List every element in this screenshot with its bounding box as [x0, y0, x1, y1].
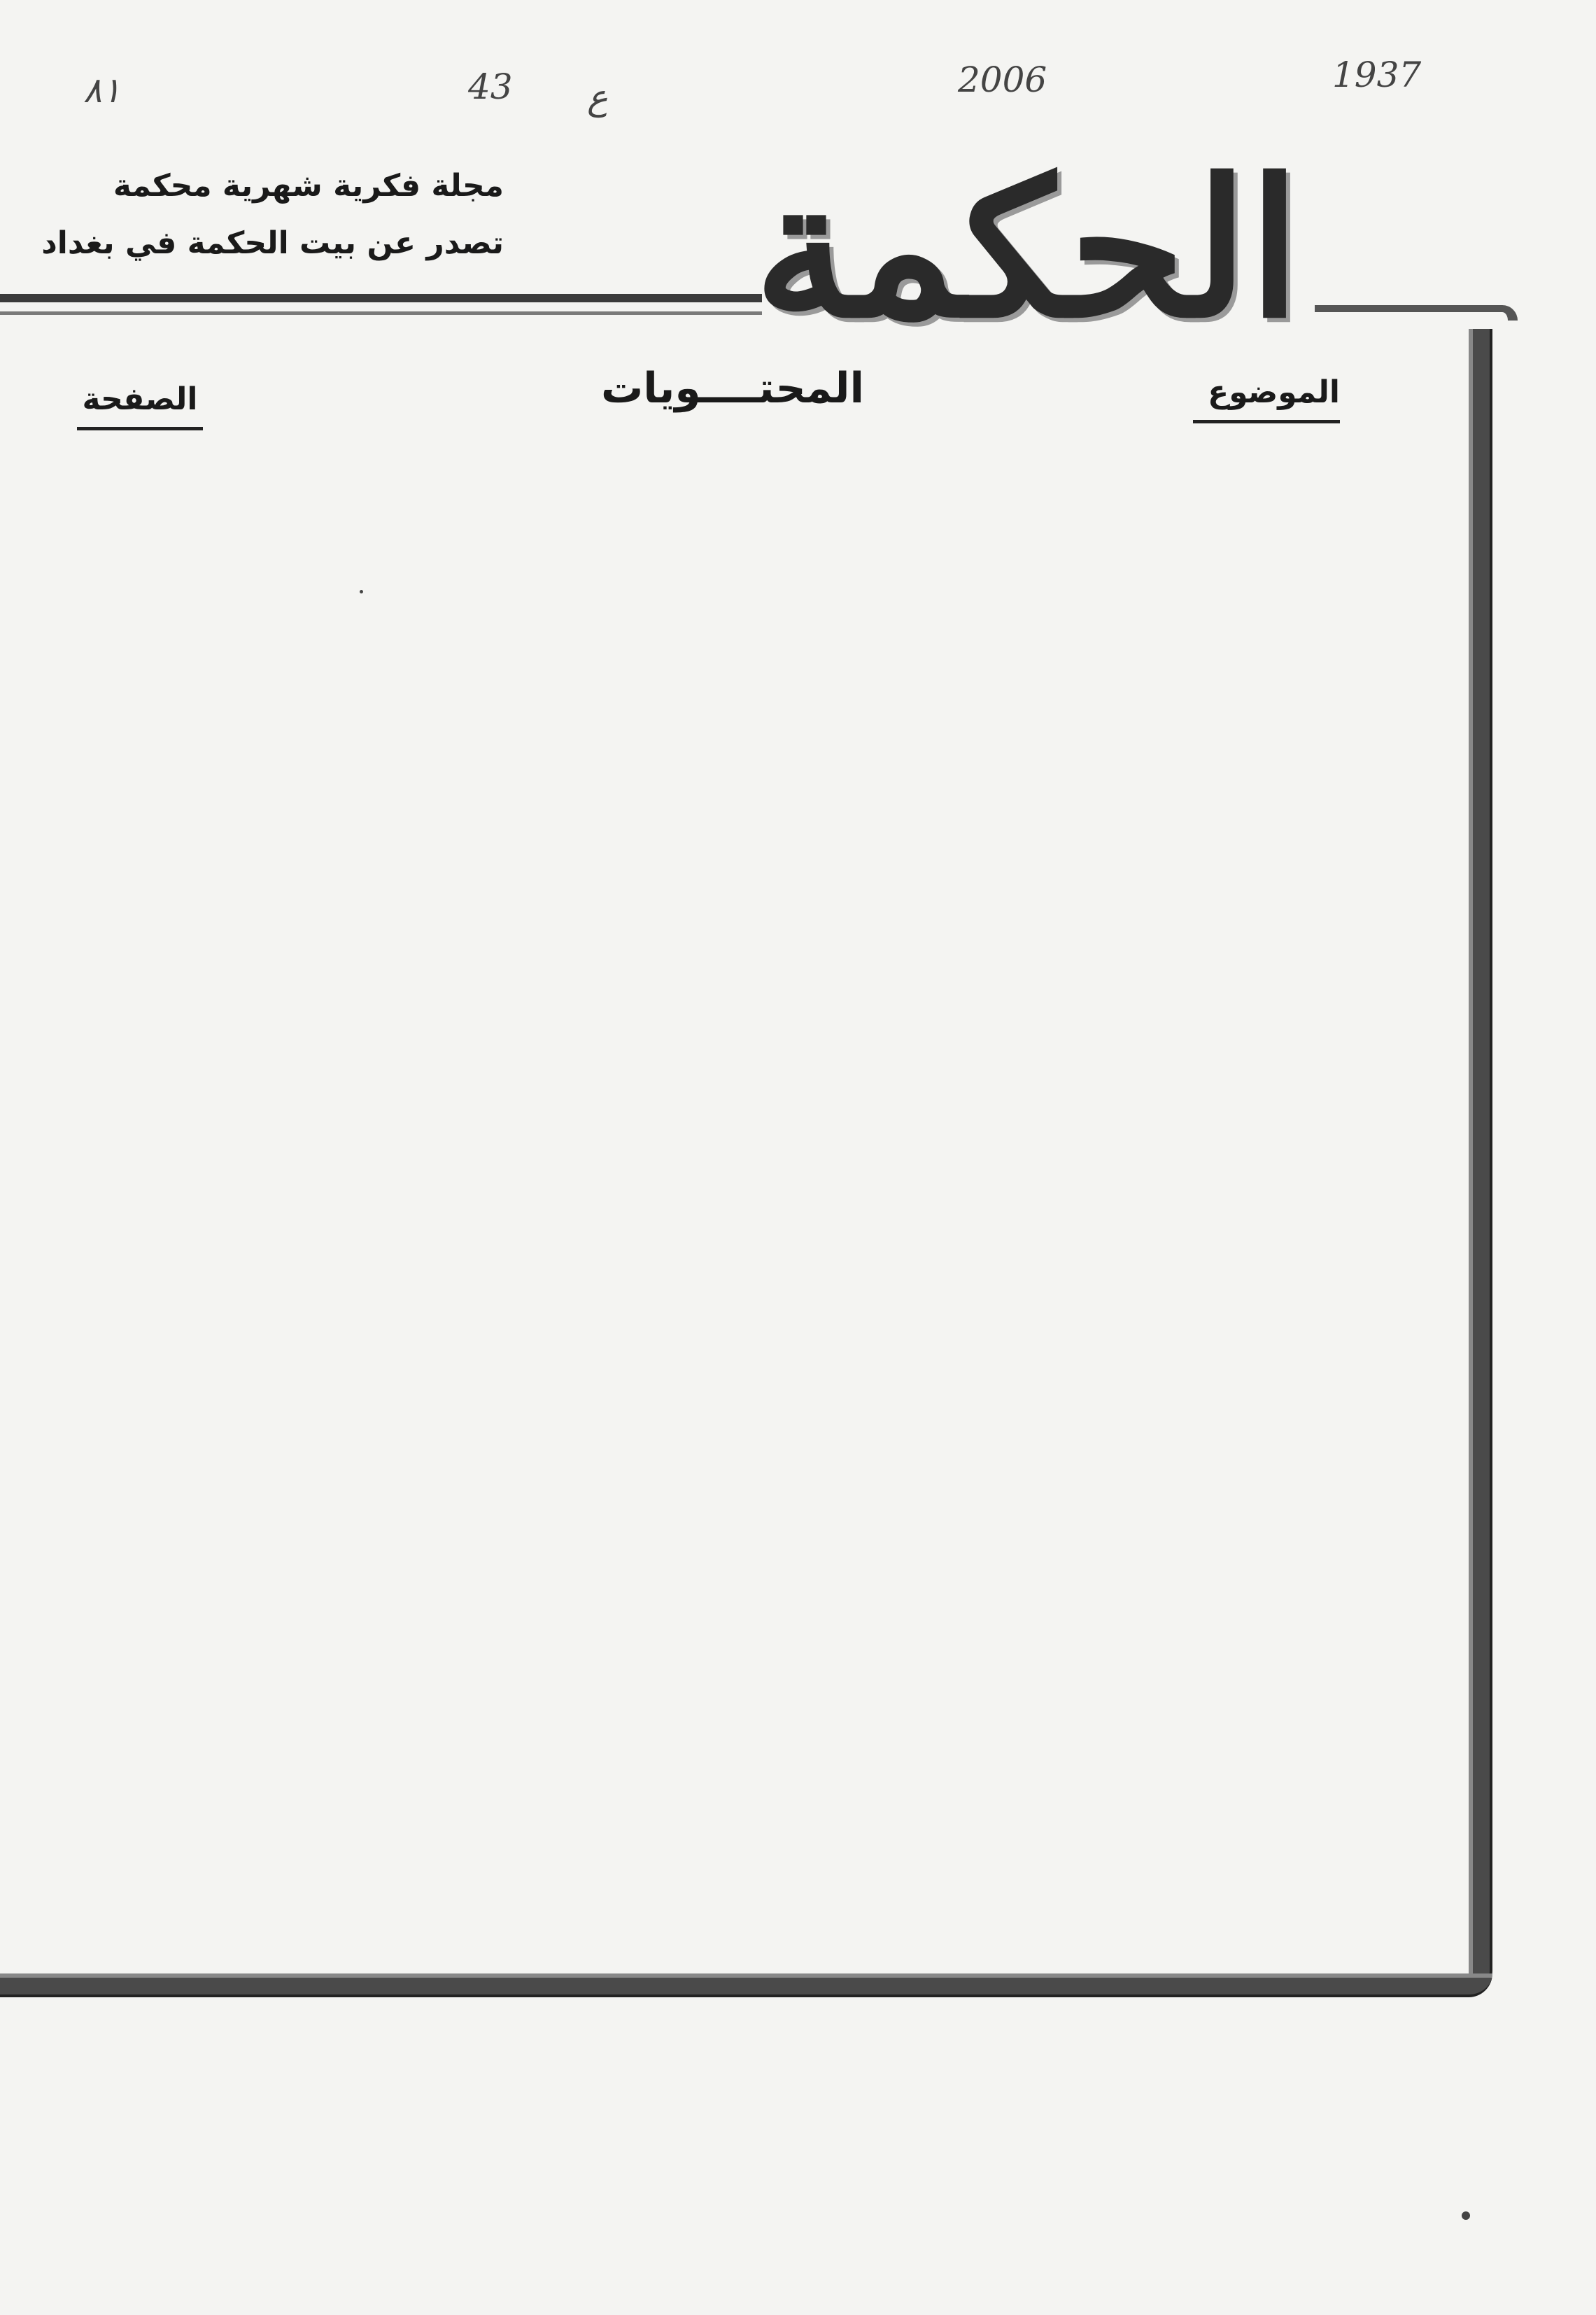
masthead-logo [754, 137, 1329, 360]
frame-corner [1315, 305, 1518, 321]
handwritten-number: 1937 [1333, 55, 1422, 95]
frame-bottom-border [0, 1973, 1493, 1997]
masthead-title: الحكمة [754, 137, 1301, 360]
handwritten-mark-3: ع [588, 77, 609, 118]
frame-top-border [0, 294, 763, 315]
scan-speck [1462, 2211, 1471, 2220]
topic-column-header: الموضوع [1194, 374, 1341, 423]
handwritten-mark-1: ٨١ [84, 70, 122, 111]
scan-speck [360, 590, 364, 593]
handwritten-year: 2006 [959, 59, 1048, 100]
frame-right-border [1469, 329, 1493, 1994]
contents-title: المحتــــويات [602, 364, 866, 413]
page-column-header: الصفحة [78, 381, 204, 430]
tagline-line-2: تصدر عن بيت الحكمة في بغداد [42, 225, 504, 261]
handwritten-mark-2: 43 [469, 66, 514, 107]
tagline-line-1: مجلة فكرية شهرية محكمة [113, 168, 504, 204]
